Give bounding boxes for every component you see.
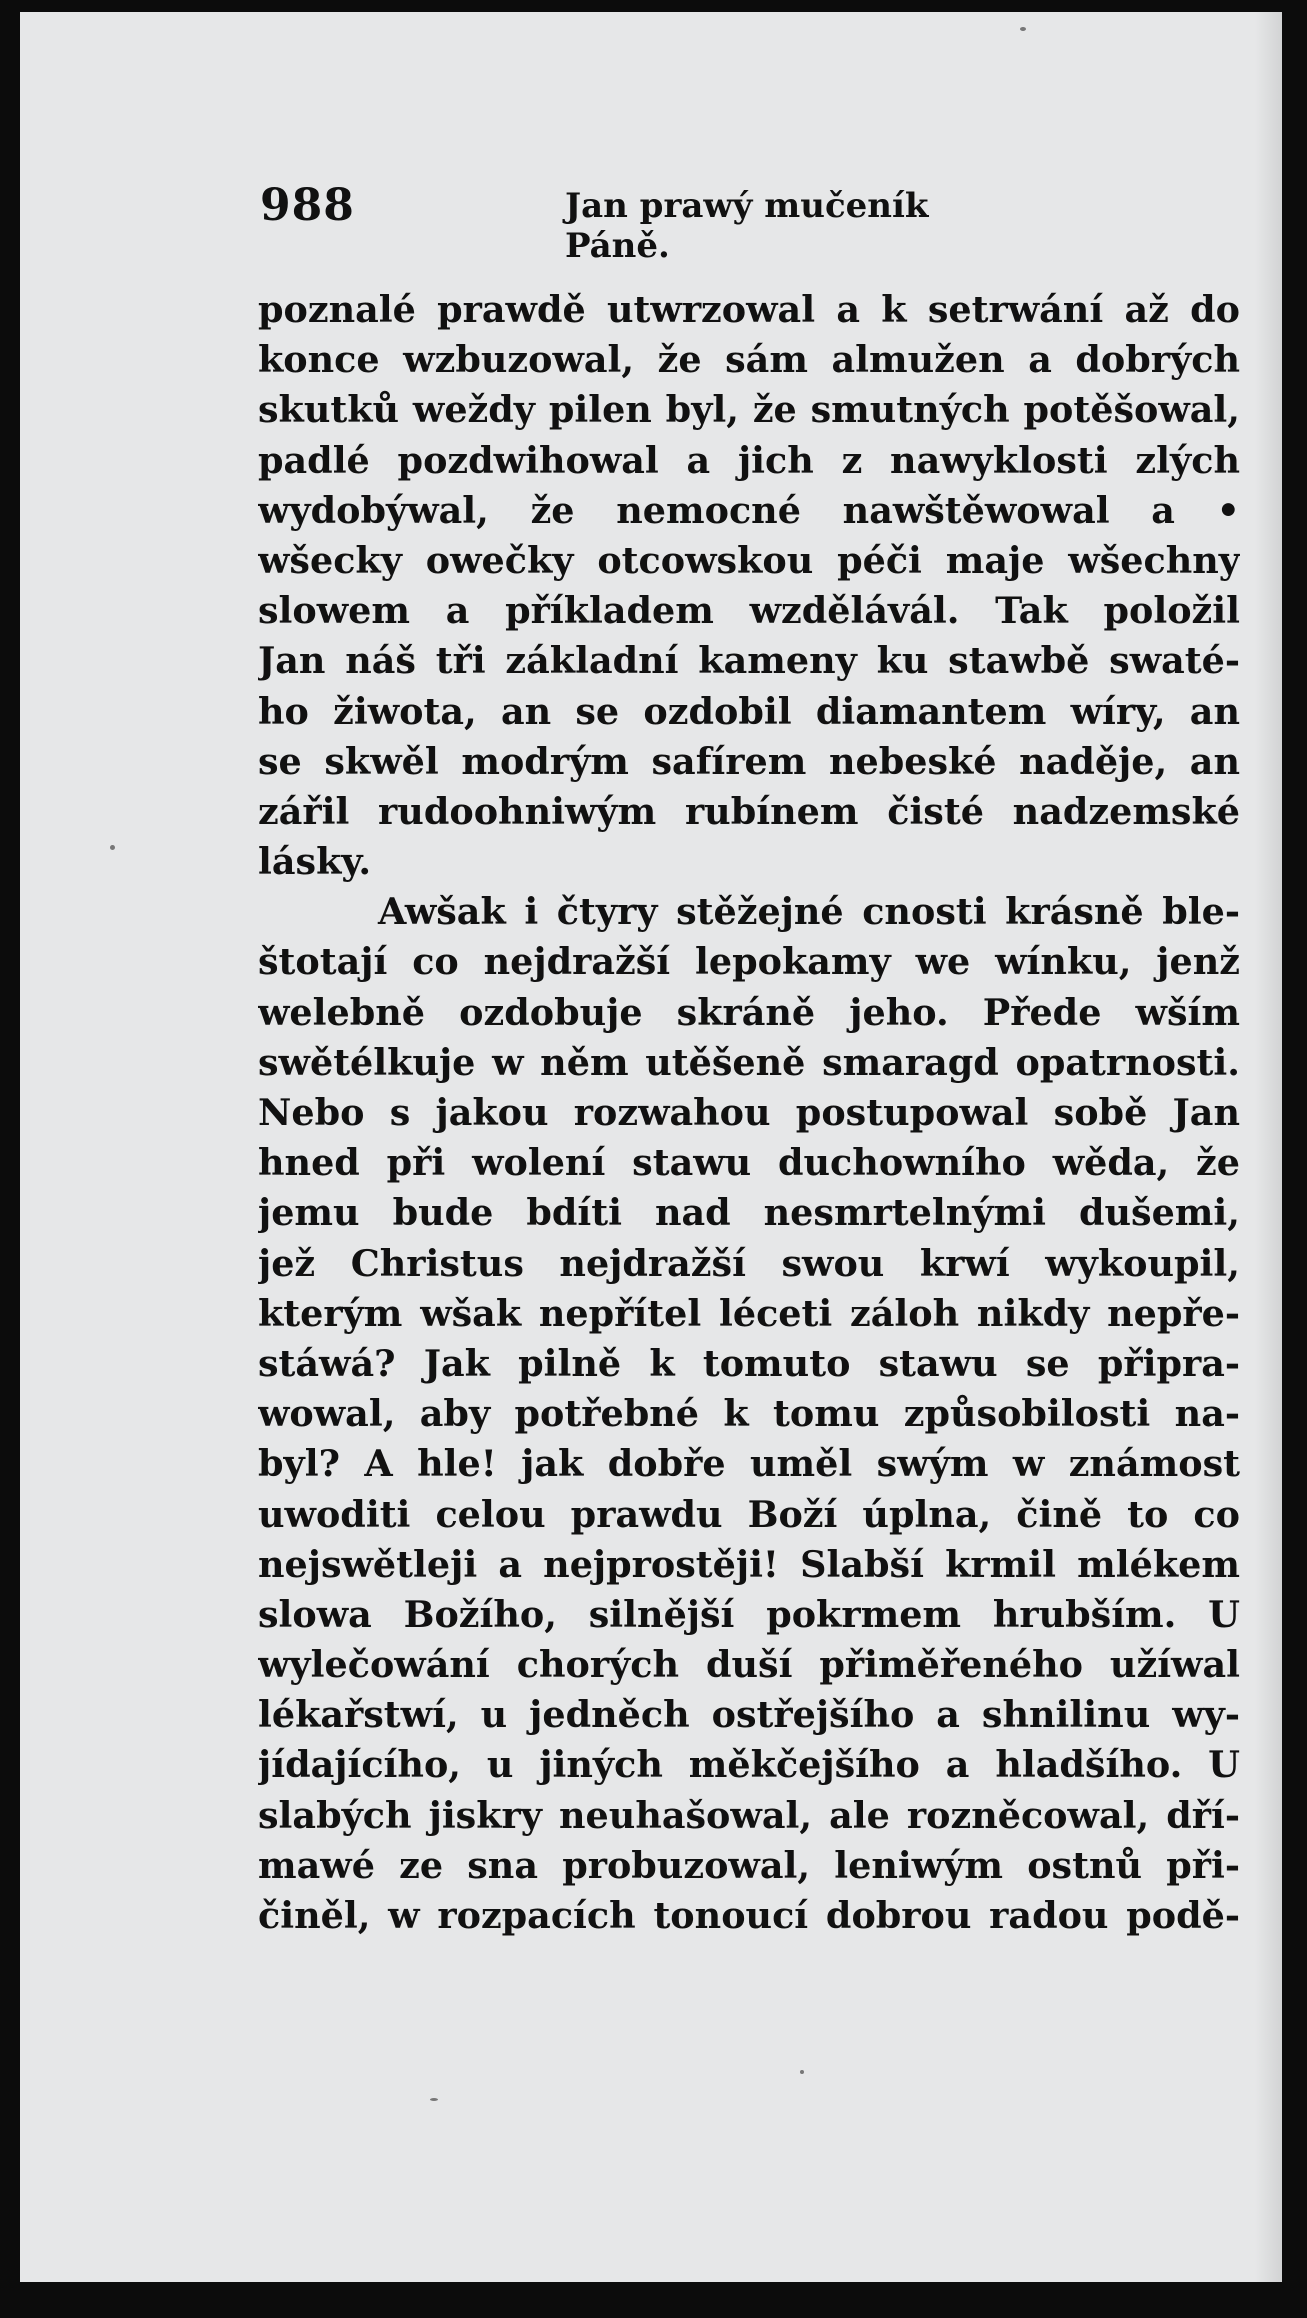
text-line: ho žiwota, an se ozdobil diamantem wíry, an [258,689,1240,733]
text-line: nejswětleji a nejprostěji! Slabší krmil mlékem [258,1542,1240,1586]
text-line: Nebo s jakou rozwahou postupowal sobě Jan [258,1091,1240,1134]
body-text [258,285,1240,1941]
text-line: wylečowání chorých duší přiměřeného užíwal [258,1643,1240,1687]
text-line: Awšak i čtyry stěžejné cnosti krásně ble- [378,890,1240,934]
text-line: swětélkuje w něm utěšeně smaragd opatrnosti. [258,1040,1240,1084]
text-line: welebně ozdobuje skráně jeho. Přede wším [258,990,1240,1034]
page-edge-shadow [1255,12,1282,2282]
text-line: konce wzbuzowal, že sám almužen a dobrých [258,338,1240,382]
text-line: wšecky owečky otcowskou péči maje wšechny [258,538,1240,582]
text-line: Jan náš tři základní kameny ku stawbě swaté- [258,639,1240,683]
text-line: jídajícího, u jiných měkčejšího a hladšího. U [258,1743,1240,1787]
text-line: uwoditi celou prawdu Boží úplna, čině to co [258,1492,1240,1536]
text-line: poznalé prawdě utwrzowal a k setrwání až do [258,288,1240,331]
text-line: se skwěl modrým safírem nebeské naděje, an [258,739,1240,783]
text-line: lékařstwí, u jedněch ostřejšího a shnilinu wy- [258,1693,1240,1737]
text-line: jež Christus nejdražší swou krwí wykoupil, [258,1241,1240,1285]
text-line: činěl, w rozpacích tonoucí dobrou radou podě- [258,1894,1240,1937]
text-line: skutků weždy pilen byl, že smutných potěšowal, [258,388,1240,432]
running-title: Jan prawý mučeník Páně. [565,186,929,266]
text-line: hned při wolení stawu duchowního wěda, že [258,1141,1240,1185]
scan-speck [1020,27,1026,31]
page-header [260,180,1040,266]
text-line: padlé pozdwihowal a jich z nawyklosti zlých [258,438,1240,482]
text-line: wowal, aby potřebné k tomu způsobilosti na- [258,1392,1240,1436]
text-line: mawé ze sna probuzowal, leniwým ostnů při- [258,1843,1240,1887]
text-line: štotají co nejdražší lepokamy we wínku, jenž [258,940,1240,984]
scan-speck [430,2098,438,2101]
text-line: byl? A hle! jak dobře uměl swým w známost [258,1442,1240,1486]
scan-speck [800,2070,804,2074]
text-line: lásky. [258,840,372,884]
text-line: jemu bude bdíti nad nesmrtelnými dušemi, [258,1191,1240,1235]
text-line: zářil rudoohniwým rubínem čisté nadzemské [258,789,1240,833]
text-line: slowem a příkladem wzdělávál. Tak položil [258,589,1240,633]
text-line: wydobýwal, že nemocné nawštěwowal a • [258,488,1240,532]
text-line: slowa Božího, silnější pokrmem hrubším. U [258,1592,1240,1636]
text-line: kterým wšak nepřítel léceti záloh nikdy nepře- [258,1291,1240,1335]
text-line: stáwá? Jak pilně k tomuto stawu se připra- [258,1341,1240,1385]
scan-speck [110,845,115,850]
page-number: 988 [260,180,355,231]
text-line: slabých jiskry neuhašowal, ale rozněcowal, dří- [258,1793,1240,1837]
